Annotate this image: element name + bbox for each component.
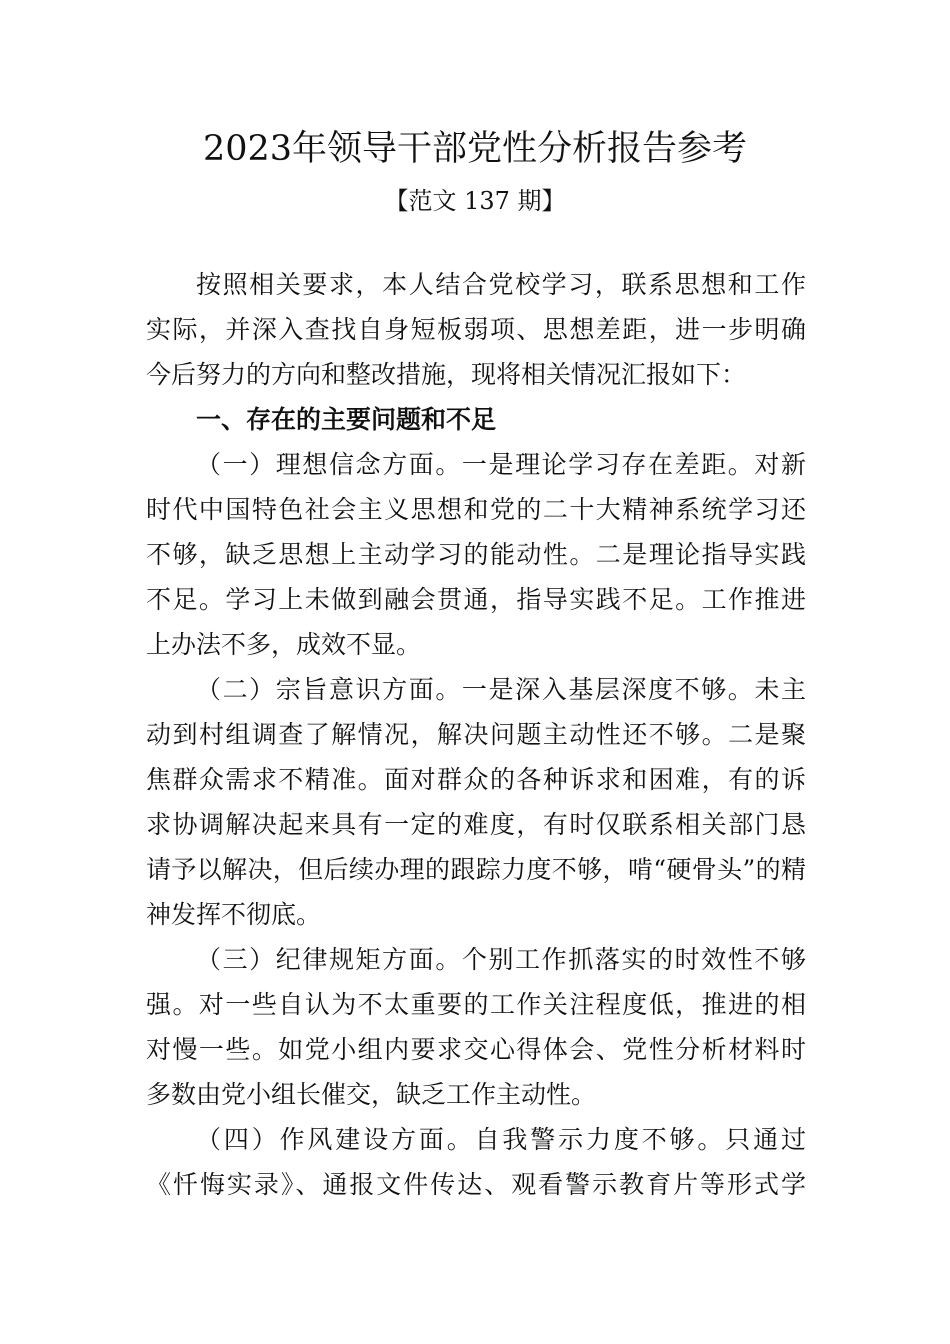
paragraph-line: 神发挥不彻底。	[146, 900, 322, 929]
paragraph-line: 实际，并深入查找自身短板弱项、思想差距，进一步明确	[146, 315, 806, 344]
paragraph-line: 动到村组调查了解情况，解决问题主动性还不够。二是聚	[146, 720, 806, 749]
paragraph-line: 求协调解决起来具有一定的难度，有时仅联系相关部门恳	[146, 810, 806, 839]
paragraph-line: 焦群众需求不精准。面对群众的各种诉求和困难，有的诉	[146, 765, 806, 794]
paragraph-line: （四）作风建设方面。自我警示力度不够。只通过	[196, 1125, 806, 1154]
paragraph-line: （三）纪律规矩方面。个别工作抓落实的时效性不够	[196, 945, 806, 974]
paragraph-line: 《忏悔实录》、通报文件传达、观看警示教育片等形式学	[146, 1170, 806, 1199]
paragraph-line: 请予以解决，但后续办理的跟踪力度不够，啃“硬骨头”的精	[146, 855, 806, 884]
paragraph-line: （一）理想信念方面。一是理论学习存在差距。对新	[196, 450, 806, 479]
paragraph-line: 不足。学习上未做到融会贯通，指导实践不足。工作推进	[146, 585, 806, 614]
section-heading: 一、存在的主要问题和不足	[196, 405, 497, 434]
paragraph-line: 强。对一些自认为不太重要的工作关注程度低，推进的相	[146, 990, 806, 1019]
paragraph-line: 不够，缺乏思想上主动学习的能动性。二是理论指导实践	[146, 540, 806, 569]
document-title: 2023年领导干部党性分析报告参考	[202, 129, 748, 169]
paragraph-line: 按照相关要求，本人结合党校学习，联系思想和工作	[196, 270, 806, 299]
paragraph-line: 上办法不多，成效不显。	[146, 630, 422, 659]
document-subtitle: 【范文 137 期】	[384, 187, 566, 215]
paragraph-line: 今后努力的方向和整改措施，现将相关情况汇报如下：	[146, 360, 747, 389]
paragraph-line: 多数由党小组长催交，缺乏工作主动性。	[146, 1080, 597, 1109]
paragraph-line: 时代中国特色社会主义思想和党的二十大精神系统学习还	[146, 495, 806, 524]
paragraph-line: （二）宗旨意识方面。一是深入基层深度不够。未主	[196, 675, 806, 704]
paragraph-line: 对慢一些。如党小组内要求交心得体会、党性分析材料时	[146, 1035, 806, 1064]
